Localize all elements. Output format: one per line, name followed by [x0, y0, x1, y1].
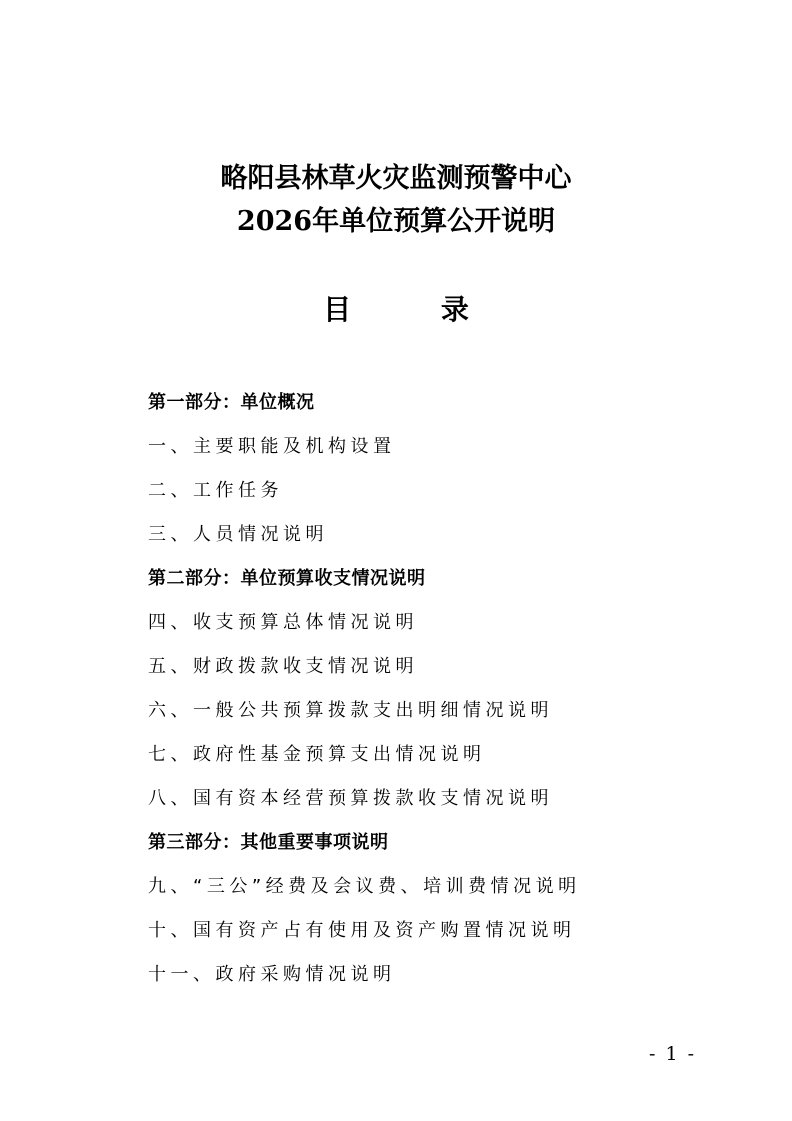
toc-entry: 一、主要职能及机构设置	[148, 436, 396, 457]
table-of-contents	[148, 390, 708, 1006]
toc-entry: 四、收支预算总体情况说明	[148, 612, 418, 633]
toc-entry: 二、工作任务	[148, 480, 283, 501]
toc-entry: 九、“三公”经费及会议费、培训费情况说明	[148, 876, 581, 897]
table-of-contents-heading: 目 录	[323, 293, 509, 326]
document-title-line-2: 2026年单位预算公开说明	[236, 206, 556, 237]
toc-entry: 六、一般公共预算拨款支出明细情况说明	[148, 700, 553, 721]
page-number: - 1 -	[649, 1043, 697, 1065]
toc-part-heading: 第三部分：其他重要事项说明	[148, 832, 389, 853]
toc-entry: 五、财政拨款收支情况说明	[148, 656, 418, 677]
toc-entry: 十、国有资产占有使用及资产购置情况说明	[148, 920, 576, 941]
toc-entry: 十一、政府采购情况说明	[148, 964, 396, 985]
toc-entry: 七、政府性基金预算支出情况说明	[148, 744, 486, 765]
document-title-line-1: 略阳县林草火灾监测预警中心	[220, 163, 572, 194]
toc-entry: 八、国有资本经营预算拨款收支情况说明	[148, 788, 553, 809]
toc-part-heading: 第二部分：单位预算收支情况说明	[148, 568, 426, 589]
toc-entry: 三、人员情况说明	[148, 524, 328, 545]
toc-part-heading: 第一部分：单位概况	[148, 392, 315, 413]
